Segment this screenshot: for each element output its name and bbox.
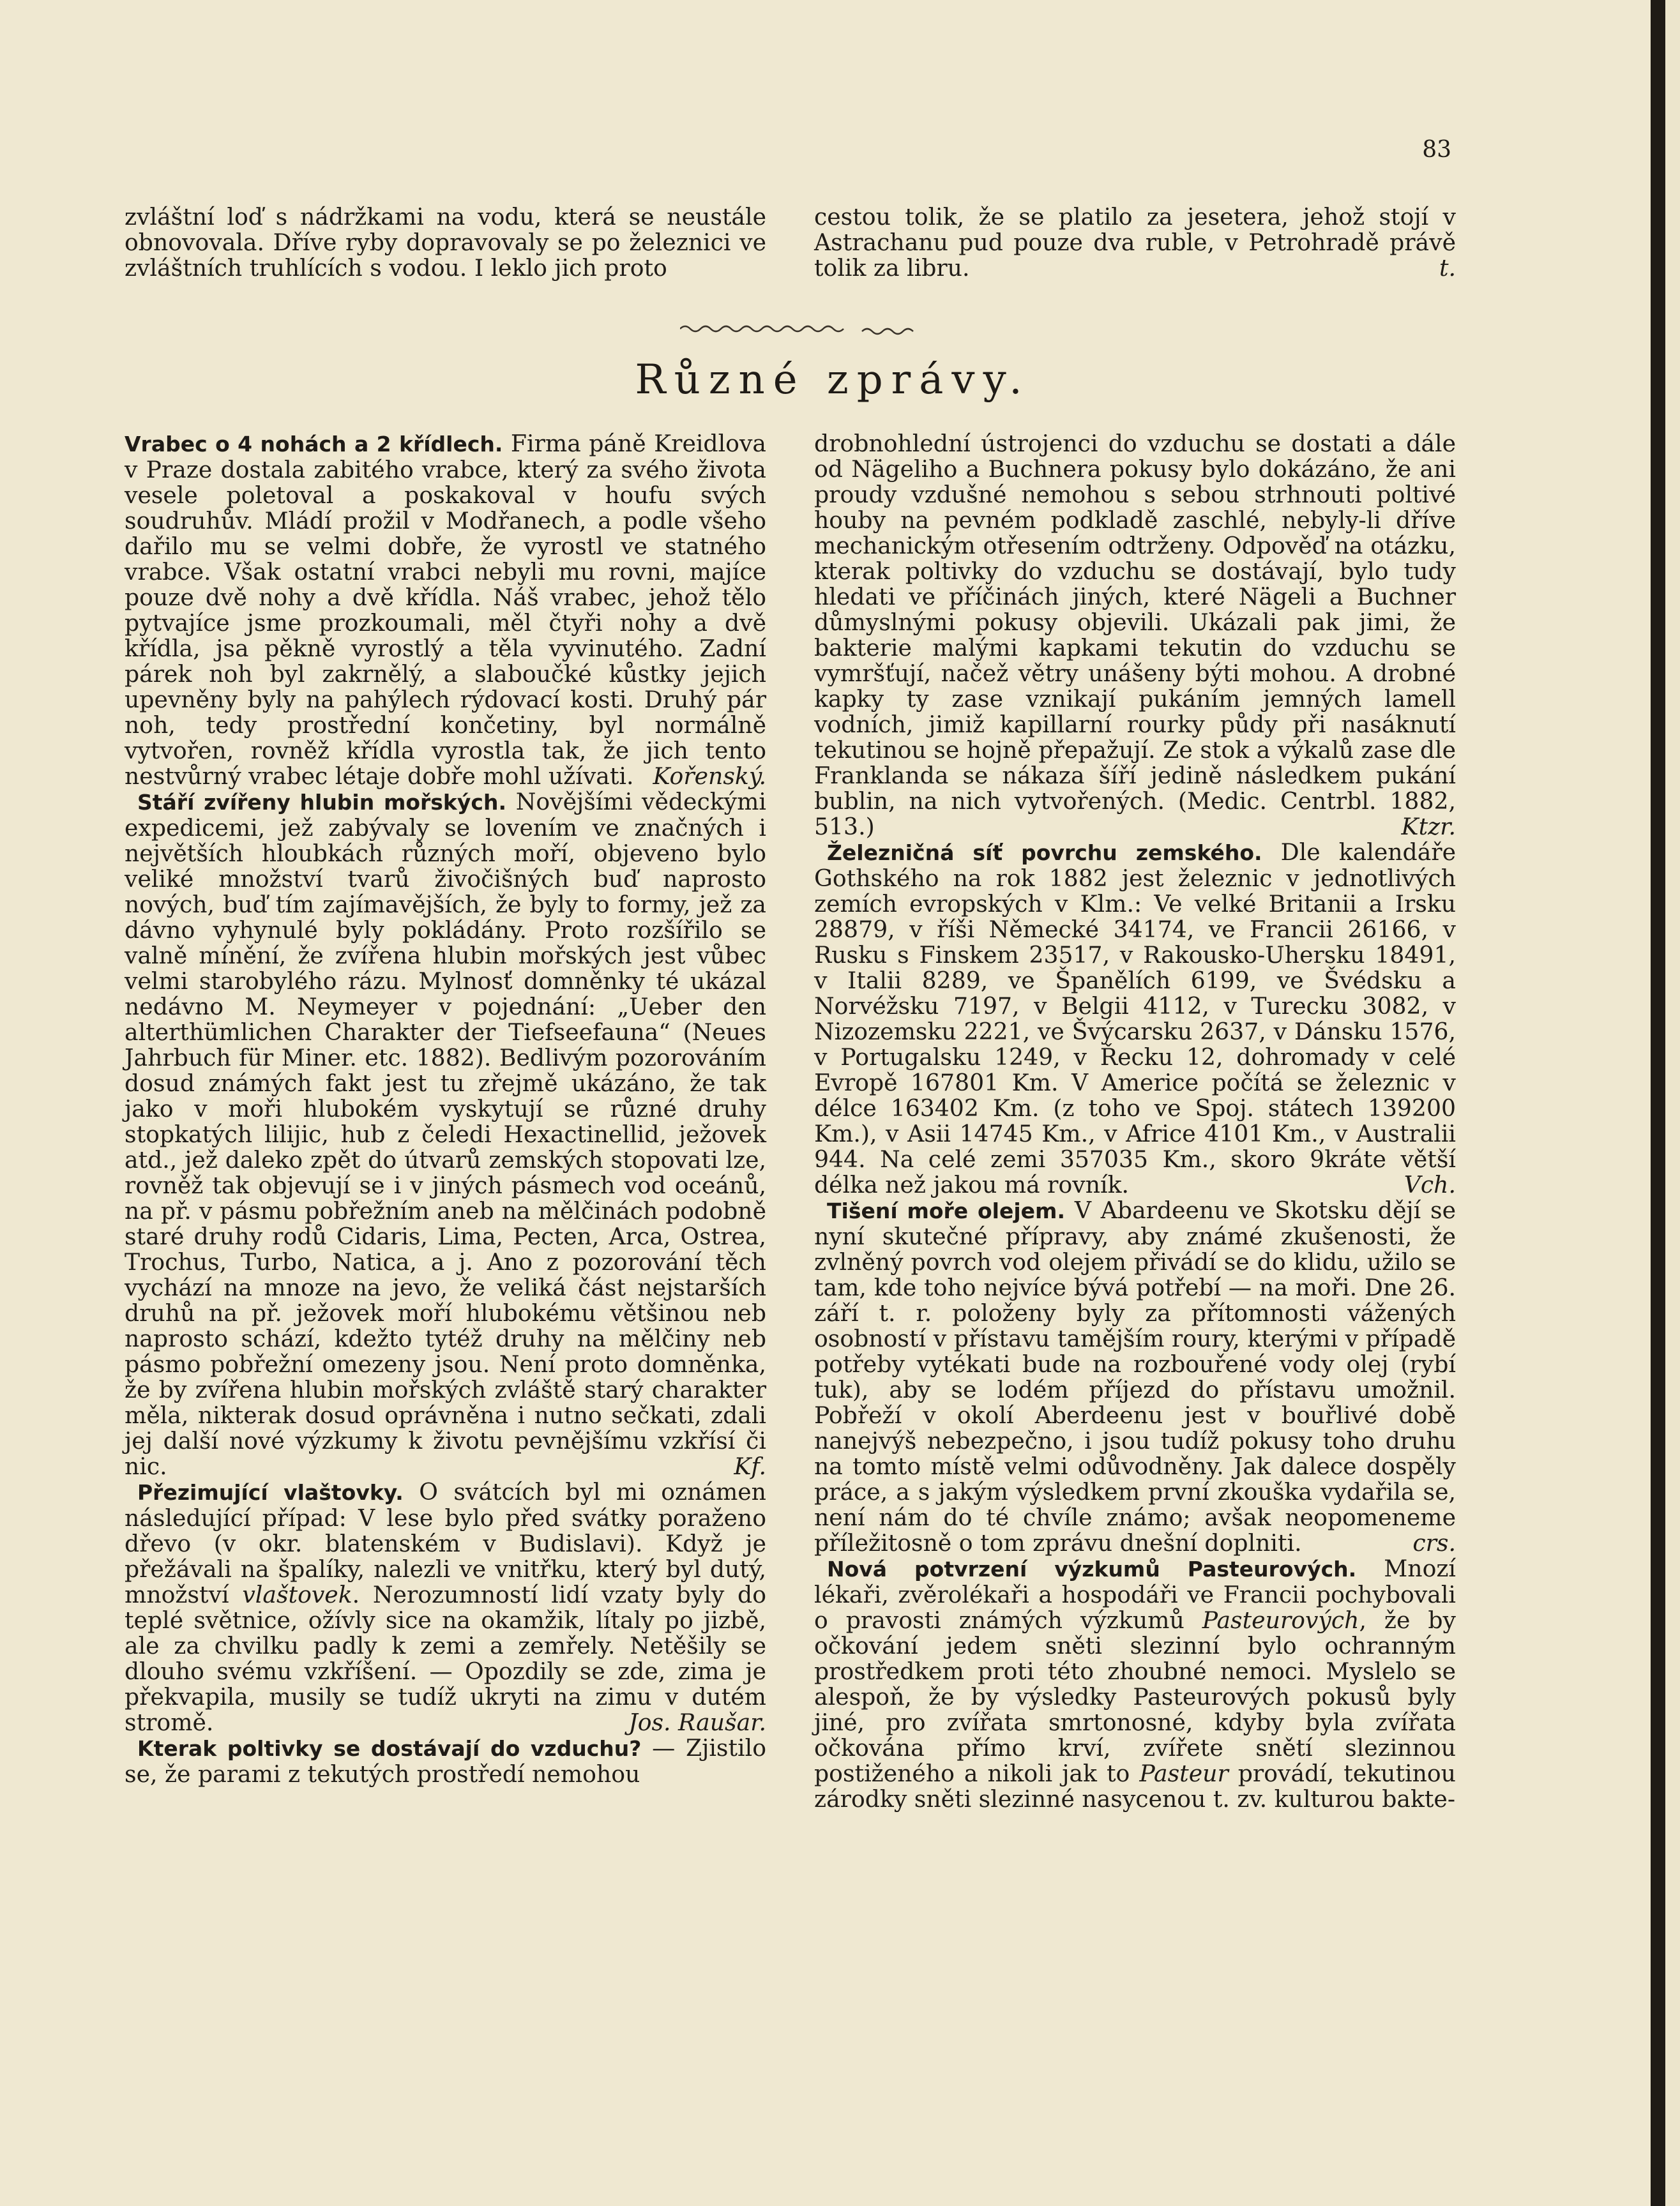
- article-signature: crs.: [1412, 1529, 1456, 1557]
- top-left-continuation: [125, 204, 766, 281]
- article-microbes-start: [125, 1735, 766, 1787]
- article-body: Mnozí lékaři, zvěrolékaři a hospodáři ve Francii pochybovali o pravosti známých výzkumů: [814, 1555, 1456, 1634]
- article-body: , že by očkování jedem sněti slezinní bylo ochranným prostředkem proti této zhoubné nemoci. Myslelo se alespoň, že by výsledky Pasteurových pokusů byly jiné, pro zvířata smrtonosné, kdyby byla zvířata očkována přímo krví, zvířete snětí slezinnou postiženého a nikoli jak to: [814, 1606, 1456, 1787]
- article-body: . Nerozumností lidí vzaty byly do teplé světnice, ožívly sice na okamžik, lítaly po jizbě, ale za chvilku padly k zemi a zemřely. Netěšily se dlouho svému vzkříšení. — Opozdily se zde, zima je překvapila, musily se tudíž ukryti na zimu v dutém stromě.: [125, 1581, 766, 1736]
- article-heading: Vrabec o 4 nohách a 2 křídlech.: [125, 432, 503, 457]
- article-heading: Nová potvrzení výzkumů Pasteurových.: [827, 1557, 1357, 1582]
- section-title: Různé zprávy.: [635, 356, 1031, 404]
- article-microbes-end: [814, 431, 1456, 840]
- article-swallows: [125, 1479, 766, 1735]
- right-column: [814, 431, 1456, 1812]
- article-body: Dle kalendáře Gothského na rok 1882 jest železnic v jednotlivých zemích evropských v Klm.: Ve velké Britanii a Irsku 28879, v říši Německé 34174, ve Francii 26166, v Rusku s Finskem 23517, v Rakousko-Uhersku 18491, v Italii 8289, ve Španělích 6199, ve Švédsku a Norvéžsku 7197, v Belgii 4112, v Turecku 3082, v Nizozemsku 2221, ve Švýcarsku 2637, v Dánsku 1576, v Portugalsku 1249, v Řecku 12, dohromady v celé Evropě 167801 Km. V Americe počítá se železnic v délce 163402 Km. (z toho ve Spoj. státech 139200 Km.), v Asii 14745 Km., v Africe 4101 Km., v Australii 944. Na celé zemi 357035 Km., skoro 9kráte větší délka než jakou má rovník.: [814, 838, 1456, 1198]
- article-heading: Kterak poltivky se dostávají do vzduchu?: [137, 1736, 642, 1761]
- article-signature: Kf.: [734, 1453, 766, 1480]
- article-body: drobnohlední ústrojenci do vzduchu se dostati a dále od Nägeliho a Buchnera pokusy bylo dokázáno, že ani proudy vzdušné nemohou s sebou strhnouti poltivé houby na pevném podkladě zaschlé, nebyly-li dříve mechanickým otřesením odtrženy. Odpověď na otázku, kterak poltivky do vzduchu se dostávají, bylo tudy hledati ve příčinách jiných, které Nägeli a Buchner důmyslnými pokusy objevili. Ukázali pak jimi, že bakterie malými kapkami tekutin do vzduchu se vymršťují, načež větry unášeny býti mohou. A drobné kapky ty zase vznikají pukáním jemných lamell vodních, jimiž kapillarní rourky půdy při nasáknutí tekutinou se hojně přepažují. Ze stok a výkalů zase dle Franklanda se nákaza šíří jedině následkem pukání bublin, na nich vytvořených. (Medic. Centrbl. 1882, 513.): [814, 430, 1456, 840]
- top-right-text: cestou tolik, že se platilo za jesetera, jehož stojí v Astrachanu pud pouze dva ruble, v Petrohradě právě tolik za libru.: [814, 203, 1456, 282]
- article-body: provádí, tekutinou zárodky sněti slezinné nasycenou t. zv. kulturou bakte-: [814, 1760, 1456, 1813]
- article-body: — Zjistilo se, že parami z tekutých prostředí nemohou: [125, 1734, 766, 1788]
- article-signature: Vch.: [1404, 1171, 1456, 1198]
- article-heading: Železničná síť povrchu zemského.: [827, 840, 1262, 865]
- wavy-divider: [680, 322, 923, 336]
- scan-edge: [1651, 0, 1665, 2206]
- top-right-continuation: [814, 204, 1456, 281]
- article-railways: [814, 840, 1456, 1198]
- article-pasteur: [814, 1556, 1456, 1812]
- article-emphasis: Pasteur: [1139, 1760, 1229, 1787]
- article-heading: Přezimující vlaštovky.: [137, 1480, 404, 1505]
- article-body: Firma páně Kreidlova v Praze dostala zabitého vrabce, který za svého života vesele poletoval a poskakoval v houfu svých soudruhův. Mládí prožil v Modřanech, a podle všeho dařilo mu se velmi dobře, že vyrostl ve statného vrabce. Však ostatní vrabci nebyli mu rovni, majíce pouze dvě nohy a dvě křídla. Náš vrabec, jehož tělo pytvajíce jsme prozkoumali, měl čtyři nohy a dvě křídla, jsa pěkně vyrostlý a těla vyvinutého. Zadní párek noh byl zakrnělý, a slaboučké kůstky jejich upevněny byly na pahýlech rýdovací kosti. Druhý pár noh, tedy prostřední končetiny, byl normálně vytvořen, rovněž křídla vyrostla tak, že jich tento nestvůrný vrabec létaje dobře mohl užívati.: [125, 430, 766, 790]
- article-heading: Tišení moře olejem.: [827, 1198, 1065, 1223]
- article-signature: Kořenský.: [653, 762, 766, 790]
- page-number: 83: [1422, 137, 1451, 163]
- top-left-text: zvláštní loď s nádržkami na vodu, která se neustále obnovovala. Dříve ryby dopravovaly se po železnici ve zvláštních truhlících s vodou. I leklo jich proto: [125, 203, 766, 282]
- article-body: Novějšími vědeckými expedicemi, jež zabývaly se lovením ve značných i největších hloubkách různých moří, objeveno bylo veliké množství tvarů živočišných buď naprosto nových, buď tím zajímavějších, že byly to formy, jež za dávno vyhynulé byly pokládány. Proto rozšířilo se valně mínění, že zvířena hlubin mořských jest vůbec velmi starobylého rázu. Mylnosť domněnky té ukázal nedávno M. Neymeyer v pojednání: „Ueber den alterthümlichen Charakter der Tiefseefauna“ (Neues Jahrbuch für Miner. etc. 1882). Bedlivým pozorováním dosud známých fakt jest tu zřejmě ukázáno, že tak jako v moři hlubokém vyskytují se různé druhy stopkatých lilijic, hub z čeledi Hexactinellid, ježovek atd., jež daleko zpět do útvarů zemských stopovati lze, rovněž tak objevují se i v jiných pásmech vod oceánů, na př. v pásmu pobřežním aneb na mělčinách podobně staré druhy rodů Cidaris, Lima, Pecten, Arca, Ostrea, Trochus, Turbo, Natica, a j. Ano z pozorování těch vychází na mnoze na jevo, že veliká část nejstarších druhů na př. ježovek moří hlubokému většinou neb naprosto schází, kdežto tytéž druhy na mělčiny neb pásmo pobřežní omezeny jsou. Není proto domněnka, že by zvířena hlubin mořských zvláště starý charakter měla, nikterak dosud oprávněna i nutno sečkati, zdali jej další nové výzkumy k životu pevnějšímu vzkřísí či nic.: [125, 788, 766, 1480]
- article-sparrow: [125, 431, 766, 789]
- article-body: O svátcích byl mi oznámen následující případ: V lese bylo před svátky poraženo dřevo (v okr. blatenském v Budislavi). Když je přežávali na špalíky, nalezli ve vnitřku, který byl dutý, množství: [125, 1478, 766, 1608]
- article-oil-sea: [814, 1198, 1456, 1556]
- article-emphasis: vlaštovek: [242, 1581, 352, 1608]
- article-heading: Stáří zvířeny hlubin mořských.: [137, 790, 506, 815]
- top-right-signature: t.: [1439, 254, 1456, 282]
- left-column: [125, 431, 766, 1787]
- article-signature: Jos. Raušar.: [628, 1709, 766, 1736]
- article-emphasis: Pasteurových: [1202, 1606, 1359, 1634]
- article-body: V Abardeenu ve Skotsku dějí se nyní skutečné přípravy, aby známé zkušenosti, že zvlněný povrch vod olejem přivádí se do klidu, užilo se tam, kde toho nejvíce bývá potřebí — na moři. Dne 26. září t. r. položeny byly za přítomnosti vážených osobností v přístavu tamějším roury, kterými v případě potřeby vytékati bude na rozbouřené vody olej (rybí tuk), aby se lodém příjezd do přístavu umožnil. Pobřeží v okolí Aberdeenu jest v bouřlivé době nanejvýš nebezpečno, i jsou tudíž pokusy toho druhu na tomto místě velmi odůvodněny. Jak dalece dospěly práce, a s jakým výsledkem první zkouška vydařila se, není nám do té chvíle známo; avšak neopomeneme příležitosně o tom zprávu dnešní doplniti.: [814, 1197, 1456, 1557]
- article-deep-sea-fauna: [125, 789, 766, 1479]
- article-signature: Ktzr.: [1401, 813, 1456, 840]
